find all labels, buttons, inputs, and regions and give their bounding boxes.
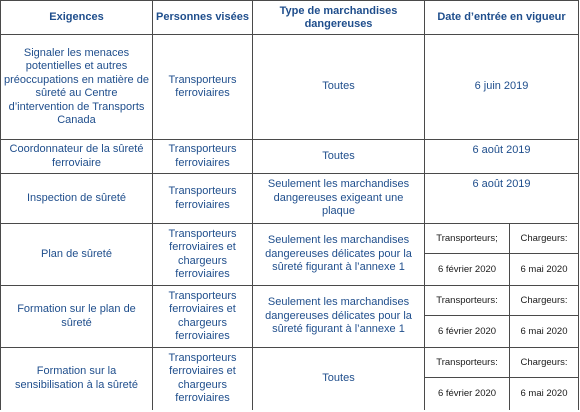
carriers-date: 6 février 2020: [425, 316, 510, 348]
targets-cell: Transporteurs ferroviaires et chargeurs ferroviaires: [153, 224, 253, 286]
table-row: [1, 348, 579, 378]
carriers-label: Transporteurs:: [425, 286, 510, 316]
goods-cell: Toutes: [253, 140, 425, 174]
date-cell: 6 août 2019: [425, 174, 579, 224]
carriers-date: 6 février 2020: [425, 254, 510, 286]
carriers-label: Transporteurs:: [425, 348, 510, 378]
targets-cell: Transporteurs ferroviaires: [153, 140, 253, 174]
goods-cell: Seulement les marchandises dangereuses exigeant une plaque: [253, 174, 425, 224]
carriers-label: Transporteurs;: [425, 224, 510, 254]
header-row: [1, 1, 579, 35]
goods-cell: Toutes: [253, 35, 425, 140]
shippers-date: 6 mai 2020: [510, 254, 579, 286]
requirement-cell: Inspection de sûreté: [1, 174, 153, 224]
targets-cell: Transporteurs ferroviaires et chargeurs ferroviaires: [153, 348, 253, 410]
shippers-label: Chargeurs:: [510, 286, 579, 316]
requirement-cell: Signaler les menaces potentielles et autres préoccupations en matière de sûreté au Centre d’intervention de Transports Canada: [1, 35, 153, 140]
requirement-cell: Coordonnateur de la sûreté ferroviaire: [1, 140, 153, 174]
table-row: [1, 35, 579, 140]
requirement-cell: Formation sur la sensibilisation à la sûreté: [1, 348, 153, 410]
targets-cell: Transporteurs ferroviaires: [153, 35, 253, 140]
goods-cell: Toutes: [253, 348, 425, 410]
targets-cell: Transporteurs ferroviaires: [153, 174, 253, 224]
shippers-date: 6 mai 2020: [510, 316, 579, 348]
goods-cell: Seulement les marchandises dangereuses délicates pour la sûreté figurant à l’annexe 1: [253, 224, 425, 286]
requirement-cell: Plan de sûreté: [1, 224, 153, 286]
date-cell: 6 juin 2019: [425, 35, 579, 140]
table-row: [1, 286, 579, 316]
table-row: [1, 140, 579, 174]
requirement-cell: Formation sur le plan de sûreté: [1, 286, 153, 348]
header-requirements: Exigences: [1, 1, 153, 35]
carriers-date: 6 février 2020: [425, 378, 510, 410]
table-row: [1, 224, 579, 254]
shippers-label: Chargeurs:: [510, 224, 579, 254]
shippers-label: Chargeurs:: [510, 348, 579, 378]
header-goods: Type de marchandises dangereuses: [253, 1, 425, 35]
targets-cell: Transporteurs ferroviaires et chargeurs ferroviaires: [153, 286, 253, 348]
header-targets: Personnes visées: [153, 1, 253, 35]
date-cell: 6 août 2019: [425, 140, 579, 174]
header-date: Date d’entrée en vigueur: [425, 1, 579, 35]
table-row: [1, 174, 579, 224]
shippers-date: 6 mai 2020: [510, 378, 579, 410]
goods-cell: Seulement les marchandises dangereuses délicates pour la sûreté figurant à l’annexe 1: [253, 286, 425, 348]
